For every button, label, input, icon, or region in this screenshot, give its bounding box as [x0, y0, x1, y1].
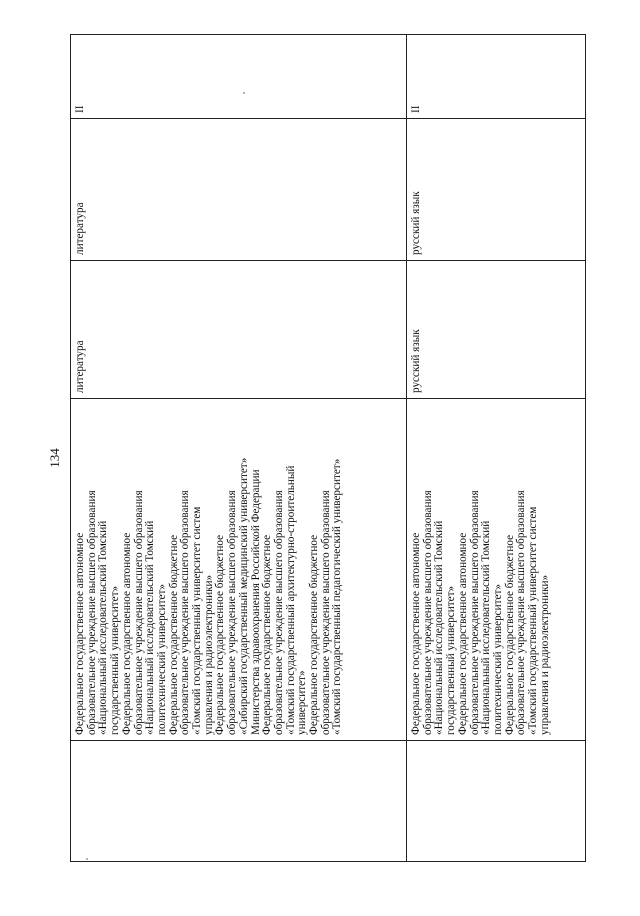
- organizations-cell: [409, 400, 585, 738]
- organization-line: университет»: [296, 670, 309, 735]
- organization-line: Федеральное государственное бюджетное: [308, 534, 321, 735]
- subject-text: литература: [74, 202, 86, 255]
- organization-line: «Томский государственный университет систем: [191, 506, 204, 735]
- organization-line: образовательное учреждение высшего образования: [132, 490, 145, 735]
- organization-line: «Сибирский государственный медицинский университет»: [237, 457, 250, 735]
- organization-line: «Томский государственный педагогический университет»: [331, 458, 344, 735]
- organization-line: «Национальный исследовательский Томский: [480, 520, 493, 735]
- organization-line: образовательное учреждение высшего образования: [515, 490, 528, 735]
- organization-line: Федеральное государственное автономное: [74, 532, 86, 735]
- organization-line: образовательное учреждение высшего образования: [319, 490, 332, 735]
- organization-line: «Томский государственный университет систем: [527, 506, 540, 735]
- row-divider: [70, 398, 586, 399]
- organization-line: Федеральное государственное бюджетное: [261, 534, 274, 735]
- organization-line: «Национальный исследовательский Томский: [97, 520, 110, 735]
- organization-line: управления и радиоэлектроники»: [202, 574, 215, 735]
- organization-line: Федеральное государственное автономное: [120, 532, 133, 735]
- subject-text: литература: [74, 340, 86, 393]
- organization-line: образовательное учреждение высшего образования: [179, 490, 192, 735]
- organization-line: «Томский государственный архитектурно-строительный: [284, 465, 297, 735]
- organization-line: образовательное учреждение высшего образования: [85, 490, 98, 735]
- subject-cell: [409, 260, 585, 396]
- organization-line: Федеральное государственное бюджетное: [503, 534, 516, 735]
- level-text: II: [74, 105, 86, 113]
- organization-line: Федеральное государственное автономное: [410, 532, 422, 735]
- level-cell: [409, 36, 585, 116]
- scan-speck: [243, 92, 245, 94]
- subject-cell: [409, 120, 585, 258]
- organizations-list: [411, 403, 551, 735]
- subject-cell: [73, 260, 407, 396]
- subject-text: русский язык: [410, 329, 422, 393]
- organization-line: образовательное учреждение высшего образования: [468, 490, 481, 735]
- organization-line: управления и радиоэлектроники»: [538, 574, 551, 735]
- organization-line: Министерства здравоохранения Российской Федерации: [249, 469, 262, 735]
- organization-line: образовательное учреждение высшего образования: [272, 490, 285, 735]
- scan-speck: [86, 858, 88, 860]
- organization-line: государственный университет»: [109, 585, 122, 735]
- row-divider: [70, 118, 586, 119]
- organization-line: Федеральное государственное бюджетное: [167, 534, 180, 735]
- row-divider: [70, 740, 586, 741]
- organization-line: «Национальный исследовательский Томский: [433, 520, 446, 735]
- organization-line: Федеральное государственное автономное: [456, 532, 469, 735]
- level-text: II: [410, 105, 422, 113]
- organization-line: политехнический университет»: [155, 584, 168, 735]
- page-number: 134: [47, 448, 62, 468]
- subject-text: русский язык: [410, 191, 422, 255]
- organization-line: политехнический университет»: [491, 584, 504, 735]
- organization-line: «Национальный исследовательский Томский: [144, 520, 157, 735]
- organizations-cell: [73, 400, 407, 738]
- level-cell: [73, 36, 407, 116]
- organization-line: образовательное учреждение высшего образования: [226, 490, 239, 735]
- organization-line: образовательное учреждение высшего образования: [421, 490, 434, 735]
- subject-cell: [73, 120, 407, 258]
- organization-line: Федеральное государственное бюджетное: [214, 534, 227, 735]
- organizations-list: [75, 403, 344, 735]
- organization-line: государственный университет»: [445, 585, 458, 735]
